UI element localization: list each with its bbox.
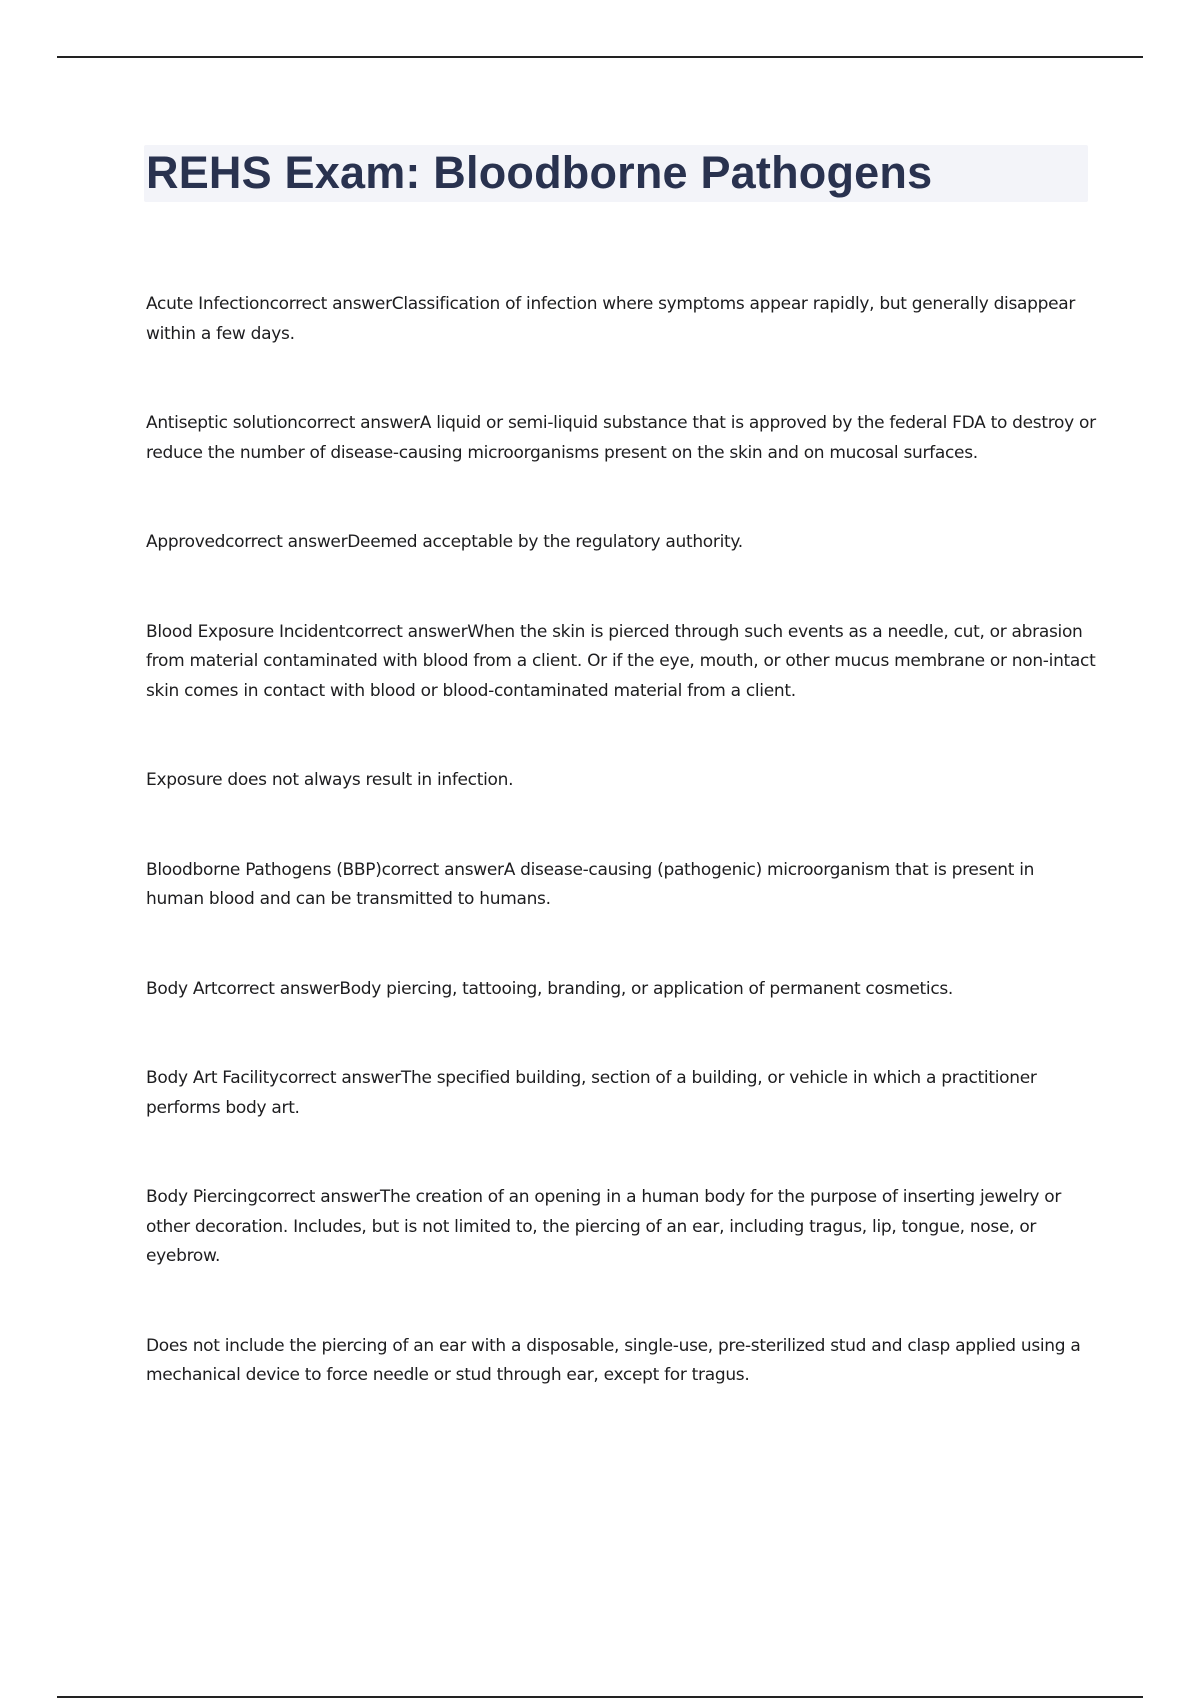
document-title: REHS Exam: Bloodborne Pathogens (146, 147, 933, 198)
note-exposure: Exposure does not always result in infection. (146, 770, 514, 790)
definition-approved: Approvedcorrect answerDeemed acceptable by the regulatory authority. (146, 532, 743, 552)
definition-acute-infection: Acute Infectioncorrect answerClassification of infection where symptoms appear rapidly, but generally disappear within a few days. (146, 294, 1076, 344)
definition-blood-exposure-incident: Blood Exposure Incidentcorrect answerWhen the skin is pierced through such events as a needle, cut, or abrasion from material contaminated with blood from a client. Or if the eye, mouth, or other mucus membrane or non-intact skin comes in contact with blood or blood-contaminated material from a client. (146, 621, 1096, 701)
definition-bloodborne-pathogens: Bloodborne Pathogens (BBP)correct answerA disease-causing (pathogenic) microorganism that is present in human blood and can be transmitted to humans. (146, 859, 1035, 909)
footer-rule (57, 1696, 1143, 1698)
definition-body-piercing: Body Piercingcorrect answerThe creation of an opening in a human body for the purpose of inserting jewelry or other decoration. Includes, but is not limited to, the piercing of an ear, including tragus, lip, tongue, nose, or eyebrow. (146, 1187, 1062, 1266)
document-body (146, 290, 1096, 1451)
definition-body-art-facility: Body Art Facilitycorrect answerThe specified building, section of a building, or vehicle in which a practitioner performs body art. (146, 1068, 1037, 1118)
definition-body-art: Body Artcorrect answerBody piercing, tattooing, branding, or application of permanent cosmetics. (146, 978, 954, 999)
header-rule (57, 56, 1143, 58)
note-body-piercing-exclusion: Does not include the piercing of an ear with a disposable, single-use, pre-sterilized stud and clasp applied using a mechanical device to force needle or stud through ear, except for tragus. (146, 1335, 1081, 1385)
definition-antiseptic-solution: Antiseptic solutioncorrect answerA liquid or semi-liquid substance that is approved by the federal FDA to destroy or reduce the number of disease-causing microorganisms present on the skin and on mucosal surfaces. (146, 413, 1096, 463)
